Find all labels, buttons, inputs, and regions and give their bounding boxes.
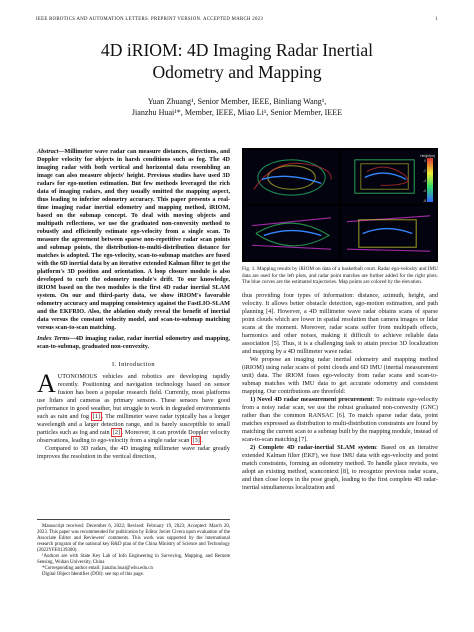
colorbar-label: Height(m) <box>420 154 435 158</box>
running-header <box>36 17 438 22</box>
map-panel-top-left <box>244 150 339 204</box>
contribution-1-text: : To estimate ego-velocity from a noisy radar scan, we use the robust graduated non-convexity (GNC) rather than the common RANSAC [6]. To match sparse radar data, point matches expressed as distribution to multi-distribution constraints are found by matching the current scan to a submap built by the mapping module, instead of scan-to-scan matching [7]. <box>242 395 438 443</box>
elevation-colorbar <box>427 158 433 202</box>
figure-1-mapping-results <box>242 148 438 262</box>
intro-text-b: . The millimeter wave radar typically has a longer wavelength and a larger detection range, and is barely susceptible to small particles such as fog and rain <box>37 413 230 436</box>
body-paragraph: We propose an imaging radar inertial odometry and mapping method (iRIOM) using radar scans of point clouds and 6D IMU (inertial measurement unit) data. The iRIOM fuses ego-velocity from radar scans and scan-to-submap matches with IMU data to get accurate odometry and consistent mapping. Our contributions are threefold: <box>242 355 438 395</box>
title-line-2: Odometry and Mapping <box>152 61 322 82</box>
index-terms <box>37 335 230 351</box>
author-block <box>0 96 474 118</box>
colorbar-tick: -6 <box>423 189 426 193</box>
abstract <box>37 148 230 332</box>
colorbar-tick: 0 <box>424 159 426 163</box>
figure-1-caption: Fig. 1. Mapping results by iRIOM on data of a basketball court. Radar ego-velocity and IMU data are used for the left plots, and radar point matches are further added for the right plots. The blue curves are the estimated trajectories. Map points are colored by the elevation. <box>242 266 438 285</box>
abstract-text: —Millimeter wave radar can measure distances, directions, and Doppler velocity for objects in harsh conditions such as fog. The 4D imaging radar with both vertical and horizontal data resembling an image can also measure objects' height. Previous studies have used 3D radars for ego-motion estimation. But few methods leveraged the rich data of imaging radars, and they usually omitted the mapping aspect, thus leading to inferior odometry accuracy. This paper presents a real-time imaging radar inertial odometry and mapping method, iRIOM, based on the submap concept. To deal with moving objects and multipath reflections, we use the graduated non-convexity method to robustly and efficiently estimate ego-velocity from a single scan. To measure the agreement between sparse non-repetitive radar scan points and submap points, the distribution-to-multi-distribution distance for matches is adopted. The ego-velocity, scan-to-submap matches are fused with the 6D inertial data by an iterative extended Kalman filter to get the platform's 3D position and orientation. A loop closure module is also developed to curb the odometry module's drift. To our knowledge, iRIOM based on the two modules is the first 4D radar inertial SLAM system. On our and third-party data, we show iRIOM's favorable odometry accuracy and mapping consistency against the FastLIO-SLAM and the EKFRIO. Also, the ablation study reveal the benefit of inertial data versus the constant velocity model, and scan-to-submap matching versus scan-to-scan matching. <box>37 148 231 331</box>
map-panel-top-right <box>341 150 436 204</box>
index-terms-text: —4D imaging radar, radar inertial odometry and mapping, scan-to-submap, graduated non-convexity. <box>37 335 230 350</box>
colorbar-tick: -8 <box>423 199 426 203</box>
contribution-2 <box>242 444 438 492</box>
right-column <box>242 148 438 492</box>
map-panel-bottom-left <box>244 206 339 260</box>
contribution-2-heading: 2) Complete 4D radar-inertial SLAM system <box>250 443 377 451</box>
paper-title <box>0 40 474 83</box>
colorbar-tick: -4 <box>423 179 426 183</box>
authors-line-1: Yuan Zhuang¹, Senior Member, IEEE, Binliang Wang¹, <box>147 97 327 106</box>
colorbar-tick: -2 <box>423 169 426 173</box>
section-heading-introduction: I. Introduction <box>112 361 155 368</box>
citation-link[interactable]: [1] <box>92 413 100 420</box>
intro-text-d: . <box>201 437 203 444</box>
corresponding-author-note: *Corresponding author email: jianzhu.huai@whu.edu.cn <box>42 566 153 571</box>
left-column <box>37 148 230 461</box>
right-body-text <box>242 292 438 492</box>
doi-note: Digital Object Identifier (DOI): see top of this page. <box>42 572 144 577</box>
authors-line-2: Jianzhu Huai¹*, Member, IEEE, Miao Li¹, Senior Member, IEEE <box>131 108 343 117</box>
abstract-label: Abstract <box>37 148 59 155</box>
page-number: 1 <box>435 17 438 22</box>
citation-link[interactable]: [3] <box>192 437 200 444</box>
title-line-1: 4D iRIOM: 4D Imaging Radar Inertial <box>100 40 374 60</box>
manuscript-note: Manuscript received: December 6, 2022; Revised: February 19, 2023; Accepted: March 20, 2023. This paper was recommended for publication by Editor Javier Civera upon evaluation of the Associate Editor and Reviewers' comments. This work was supported by the international research program of the national key R&D plan of the China Ministry of Science and Technology (2022YFE0139300). <box>37 524 230 553</box>
body-paragraph: thus providing four types of information: distance, azimuth, height, and velocity. It allows better obstacle detection, ego-motion estimation, and path planning [4]. However, a 4D millimeter wave radar obtains scans of sparse point clouds which are lower in spatial resolution than camera images or lidar scans at the moment. Moreover, radar scans suffer from multipath effects, harmonics and other noises, making it difficult to achieve reliable data association [5]. Thus, it is a challenging task to attain precise 3D localization and mapping by a 4D millimeter wave radar. <box>242 291 438 355</box>
contribution-1-heading: 1) Novel 4D radar measurement procurement <box>250 395 373 403</box>
intro-paragraph-1 <box>37 369 230 445</box>
index-terms-label: Index Terms <box>37 335 70 342</box>
intro-paragraph-2: Compared to 3D radars, the 4D imaging millimeter wave radar greatly improves the resolution in the vertical direction, <box>37 445 230 460</box>
affiliation-note: ¹Authors are with State Key Lab of Info Engineering in Surveying, Mapping, and Remote Sensing, Wuhan University, China <box>37 554 230 565</box>
intro-text-c: . Moreover, it can provide Doppler velocity observations, leading to ego-velocity from a single radar scan <box>37 429 230 444</box>
contribution-1 <box>242 396 438 444</box>
citation-link[interactable]: [2] <box>112 429 121 436</box>
map-panel-bottom-right <box>341 206 436 260</box>
drop-cap: A <box>37 369 56 398</box>
footnotes <box>37 519 230 578</box>
intro-text-a: UTONOMOUS vehicles and robotics are developing rapidly recently. Positioning and navigation technology based on sensor fusion has been a popular research field. Currently, most platforms use lidars and cameras as primary sensors. These sensors have good performance in good weather, but struggle to work in degraded environments such as rain and fog <box>37 373 230 420</box>
journal-header: IEEE ROBOTICS AND AUTOMATION LETTERS. PREPRINT VERSION. ACCEPTED MARCH 2023 <box>36 17 264 22</box>
contribution-2-text: : Based on an iterative extended Kalman filter (EKF), we fuse IMU data with ego-velocity and point match constraints, forming an odometry method. To handle place revisits, we adopt an existing method, scancontext [8], to recognize previous radar scans, and then close loops in the pose graph, leading to the first complete 4D radar-inertial simultaneous localization and <box>242 443 439 491</box>
